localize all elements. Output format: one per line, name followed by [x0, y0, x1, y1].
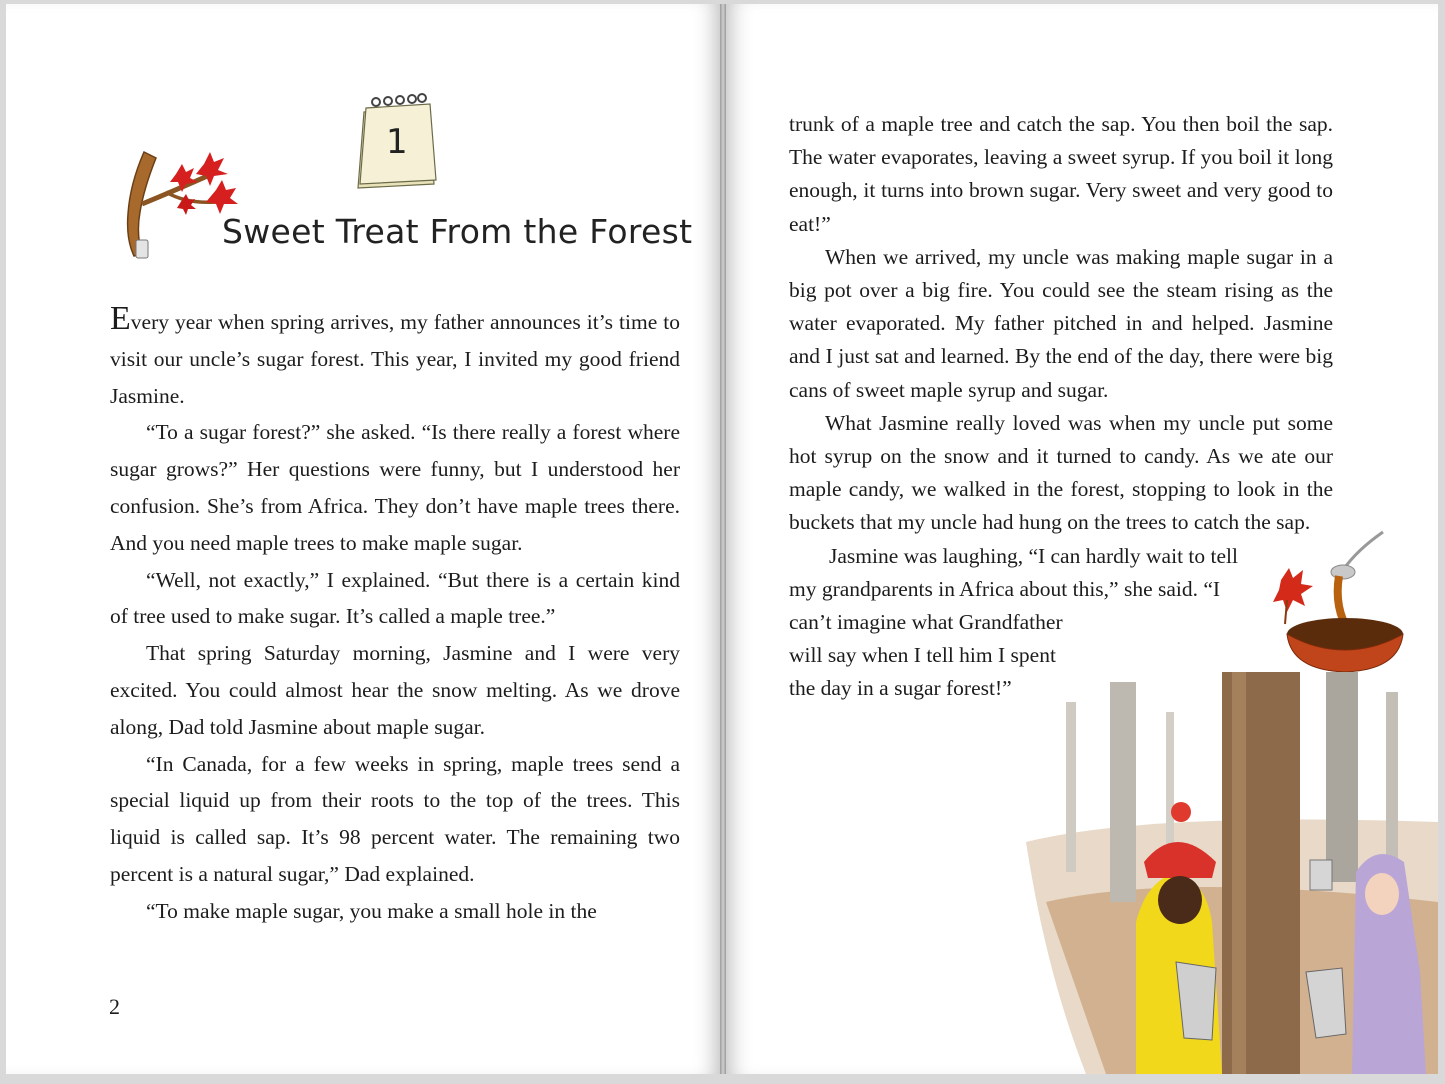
paragraph: trunk of a maple tree and catch the sap. You then boil the sap. The water evaporates, leaving a sweet syrup. If you boil it long enough, it turns into brown sugar. Very sweet and very good to eat!”: [789, 112, 1333, 236]
page-number: 2: [109, 994, 120, 1019]
maple-syrup-bowl-illustration: [1271, 520, 1421, 680]
paragraph-line: can’t imagine what Grandfather: [789, 610, 1063, 635]
paragraph: “To a sugar forest?” she asked. “Is there really a forest where sugar grows?” Her questions were funny, but I understood her confusion. She’s from Africa. They don’t have maple trees there. And you need maple trees to make maple sugar.: [110, 420, 680, 555]
left-page: [6, 4, 720, 1074]
paragraph-line: the day in a sugar forest!”: [789, 676, 1012, 701]
right-body-text: [789, 108, 1333, 706]
paragraph-line: will say when I tell him I spent: [789, 643, 1056, 668]
right-page: [726, 4, 1438, 1074]
paragraph: What Jasmine really loved was when my uncle put some hot syrup on the snow and it turned to candy. As we ate our maple candy, we walked in the forest, stopping to look in the buckets that my uncle had hung on the trees to catch the sap.: [789, 410, 1333, 535]
paragraph-text: very year when spring arrives, my father announces it’s time to visit our uncle’s sugar forest. This year, I invited my good friend Jasmine.: [110, 310, 680, 408]
paragraph: When we arrived, my uncle was making maple sugar in a big pot over a big fire. You could see the steam rising as the water evaporated. My father pitched in and helped. Jasmine and I just sat and learned. By the end of the day, there were big cans of sweet maple syrup and sugar.: [789, 244, 1333, 402]
sugar-forest-illustration: [1026, 672, 1438, 1074]
chapter-title: Sweet Treat From the Forest: [222, 212, 693, 251]
chapter-number: 1: [386, 122, 408, 162]
paragraph-line: my grandparents in Africa about this,” she said. “I: [789, 576, 1221, 601]
paragraph: “In Canada, for a few weeks in spring, maple trees send a special liquid up from their roots to the top of the trees. This liquid is called sap. It’s 98 percent water. The remaining two percent is a natural sugar,” Dad explained.: [110, 751, 680, 886]
paragraph: [110, 302, 680, 414]
left-body-text: [110, 302, 680, 930]
drop-cap: E: [110, 300, 131, 337]
paragraph: “Well, not exactly,” I explained. “But there is a certain kind of tree used to make sugar. It’s called a maple tree.”: [110, 567, 680, 629]
paragraph-line: Jasmine was laughing, “I can hardly wait to tell: [829, 543, 1238, 568]
paragraph: “To make maple sugar, you make a small hole in the: [146, 898, 597, 923]
paragraph: That spring Saturday morning, Jasmine and I were very excited. You could almost hear the snow melting. As we drove along, Dad told Jasmine about maple sugar.: [110, 641, 680, 739]
